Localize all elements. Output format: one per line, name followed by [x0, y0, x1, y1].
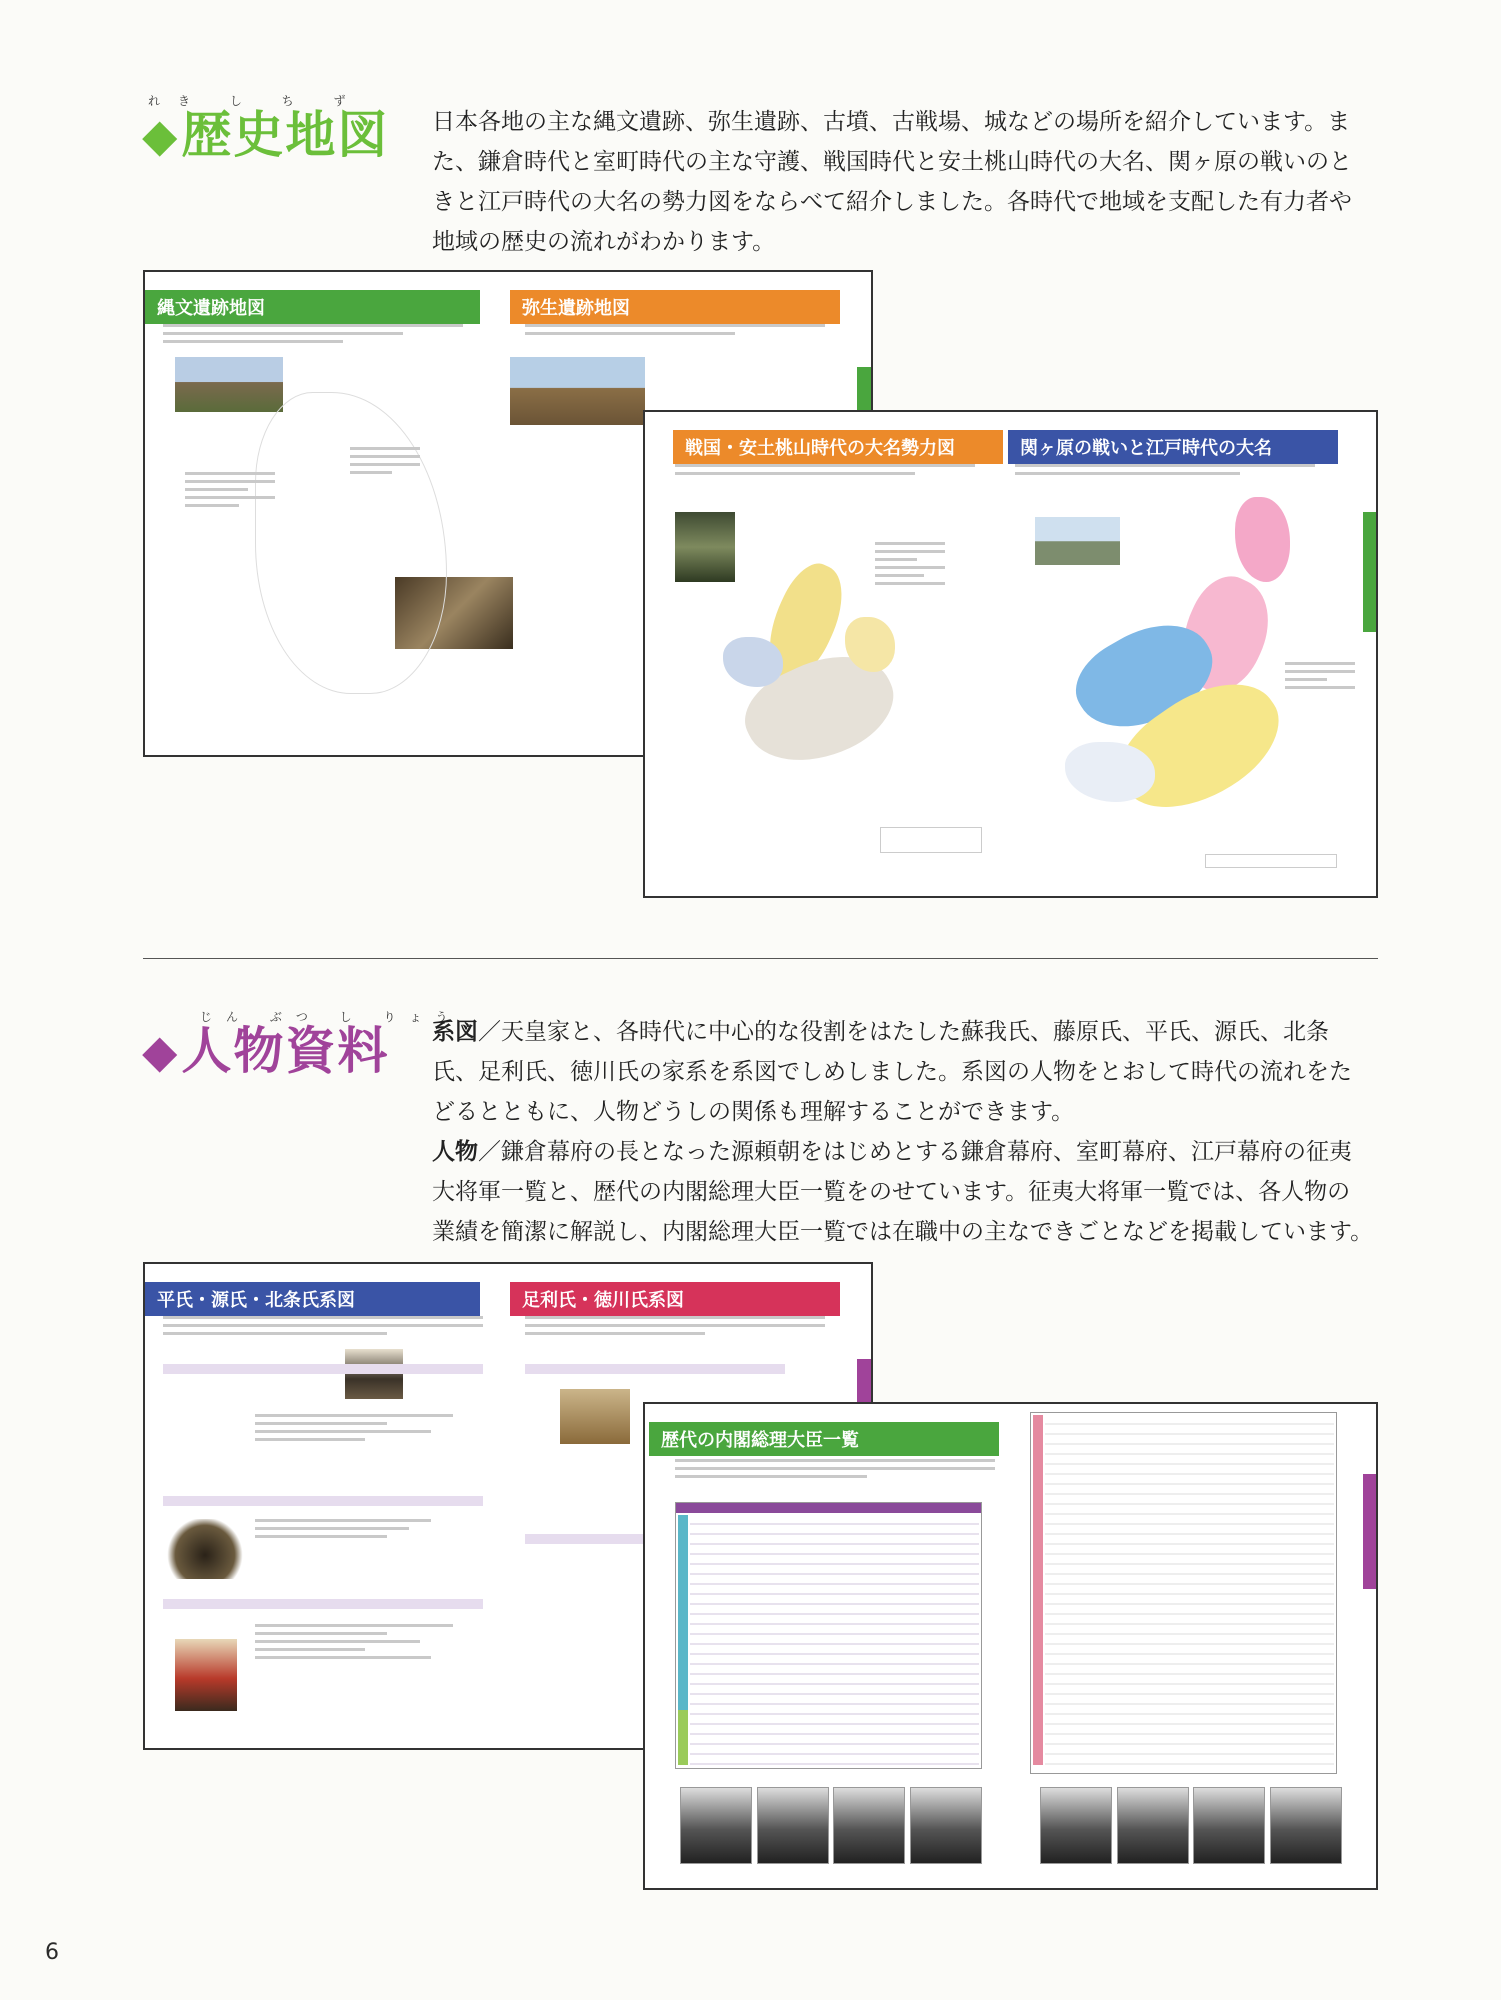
text-block: [1015, 464, 1315, 480]
index-tab: [1363, 512, 1377, 632]
section1-line: 地域の歴史の流れがわかります。: [432, 229, 776, 255]
spread-header: 戦国・安土桃山時代の大名勢力図: [673, 430, 1003, 464]
keizu-label: 系図: [432, 1019, 478, 1045]
text-block: [525, 324, 825, 340]
section2-line: どるとともに、人物どうしの関係も理解することができます。: [432, 1099, 1075, 1125]
tree-band: [525, 1364, 785, 1379]
jinbutsu-label: 人物: [432, 1139, 478, 1165]
labels: [350, 447, 420, 479]
diamond-icon: ◆: [142, 1024, 178, 1078]
section2-title-furigana: じん ぶつ し りょう: [200, 1010, 462, 1024]
section2-title: 人物資料: [181, 1022, 390, 1080]
section2-line: 業績を簡潔に解説し、内閣総理大臣一覧では在職中の主なできごとなどを掲載しています。: [432, 1219, 1374, 1245]
japan-map-region: [1065, 742, 1155, 802]
section1-line: 日本各地の主な縄文遺跡、弥生遺跡、古墳、古戦場、城などの場所を紹介しています。ま: [432, 109, 1351, 135]
section2-line: 氏、足利氏、徳川氏の家系を系図でしめしました。系図の人物をとおして時代の流れをた: [432, 1059, 1352, 1085]
tree-lines: [255, 1624, 475, 1664]
index-tab: [1363, 1474, 1377, 1589]
prime-minister-portrait: [1193, 1787, 1265, 1864]
section-divider: [143, 958, 1378, 959]
tree-band: [163, 1599, 483, 1614]
section2-line: [432, 1132, 1378, 1172]
prime-minister-spread-thumbnail: [643, 1402, 1378, 1890]
section1-title-furigana: れき し ち ず: [148, 94, 364, 108]
battlefield-photo: [1035, 517, 1120, 565]
section1-line: きと江戸時代の大名の勢力図をならべて紹介しました。各時代で地域を支配した有力者や: [432, 189, 1352, 215]
tree-band: [163, 1364, 483, 1379]
section2-line: [432, 1012, 1378, 1052]
prime-minister-portrait: [1040, 1787, 1112, 1864]
prime-minister-portrait: [1270, 1787, 1342, 1864]
section2-text: ／天皇家と、各時代に中心的な役割をはたした蘇我氏、藤原氏、平氏、源氏、北条: [478, 1019, 1329, 1045]
legend-box: [880, 827, 982, 853]
section2-description: [432, 1012, 1378, 1252]
spread-header: 弥生遺跡地図: [510, 290, 840, 324]
labels: [185, 472, 275, 512]
spread-header: 平氏・源氏・北条氏系図: [145, 1282, 480, 1316]
index-tab: [857, 1359, 871, 1404]
section1-title: 歴史地図: [181, 106, 390, 164]
section1-heading: [142, 106, 390, 164]
portrait-image: [560, 1389, 630, 1444]
castle-photo: [675, 512, 735, 582]
tree-lines: [255, 1519, 475, 1543]
site-photo: [510, 357, 645, 425]
spread-header: 縄文遺跡地図: [145, 290, 480, 324]
japan-map-outline: [255, 392, 447, 694]
labels: [875, 542, 945, 590]
text-block: [675, 1459, 995, 1483]
section2-line: 大将軍一覧と、歴代の内閣総理大臣一覧をのせています。征夷大将軍一覧では、各人物の: [432, 1179, 1351, 1205]
diamond-icon: ◆: [142, 108, 178, 162]
spread-header: 足利氏・徳川氏系図: [510, 1282, 840, 1316]
tree-band: [163, 1496, 483, 1511]
japan-map-region: [1235, 497, 1290, 582]
daimyo-map-spread-thumbnail: [643, 410, 1378, 898]
section2-heading: [142, 1022, 390, 1080]
prime-minister-portrait: [833, 1787, 905, 1864]
section1-line: た、鎌倉時代と室町時代の主な守護、戦国時代と安土桃山時代の大名、関ヶ原の戦いのと: [432, 149, 1352, 175]
site-photo: [175, 357, 283, 412]
legend-box: [1205, 854, 1337, 868]
prime-minister-portrait: [757, 1787, 829, 1864]
tree-lines: [255, 1414, 475, 1446]
prime-minister-portrait: [680, 1787, 752, 1864]
prime-minister-portrait: [910, 1787, 982, 1864]
spread-header: 関ヶ原の戦いと江戸時代の大名: [1008, 430, 1338, 464]
prime-minister-table: [1030, 1412, 1337, 1774]
portrait-image: [175, 1639, 237, 1711]
section2-text: ／鎌倉幕府の長となった源頼朝をはじめとする鎌倉幕府、室町幕府、江戸幕府の征夷: [478, 1139, 1352, 1165]
labels: [1285, 662, 1355, 694]
text-block: [163, 1316, 483, 1340]
prime-minister-table: [675, 1502, 982, 1769]
section1-description: [432, 102, 1378, 262]
page-number: 6: [45, 1940, 59, 1965]
text-block: [163, 324, 463, 348]
armor-photo: [165, 1519, 245, 1579]
japan-map-region: [723, 637, 783, 687]
text-block: [675, 464, 975, 480]
spread-header: 歴代の内閣総理大臣一覧: [649, 1422, 999, 1456]
text-block: [525, 1316, 825, 1340]
prime-minister-portrait: [1117, 1787, 1189, 1864]
